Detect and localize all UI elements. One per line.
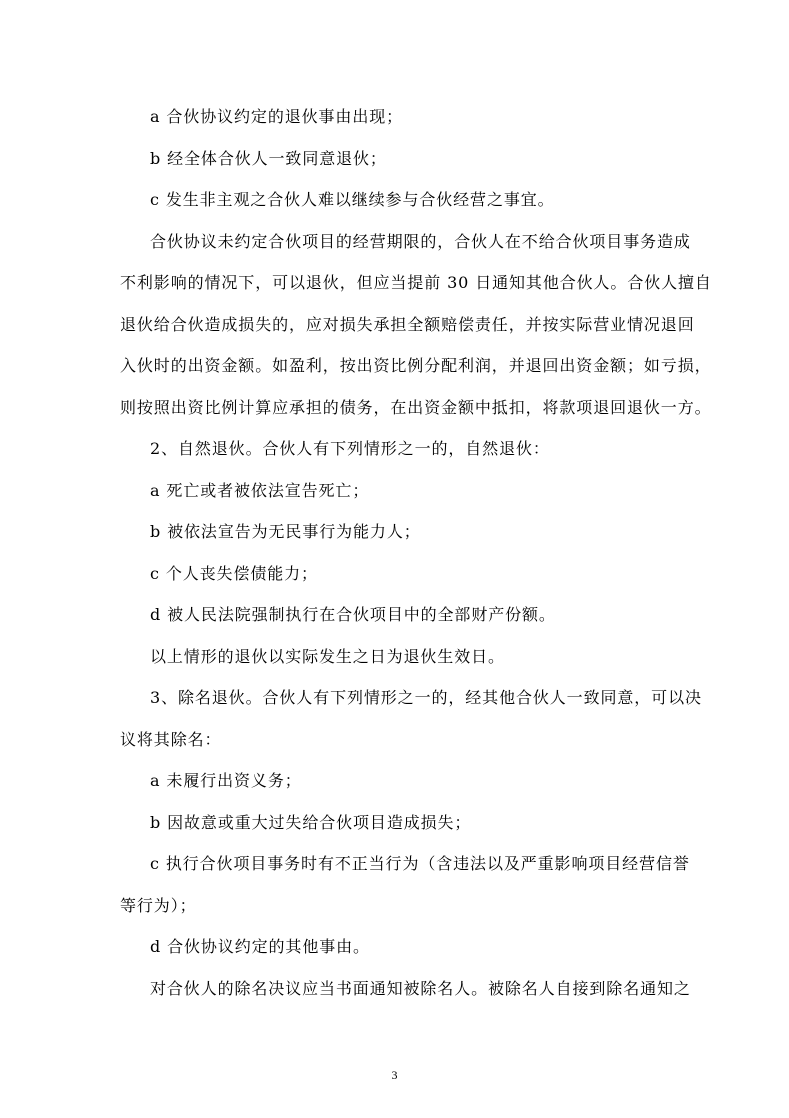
paragraph-line: d 被人民法院强制执行在合伙项目中的全部财产份额。 — [150, 605, 556, 624]
paragraph-line: 不利影响的情况下，可以退伙，但应当提前 30 日通知其他合伙人。合伙人擅自 — [120, 273, 712, 292]
paragraph-line: c 个人丧失偿债能力； — [150, 564, 318, 583]
paragraph-line: 入伙时的出资金额。如盈利，按出资比例分配利润，并退回出资金额；如亏损， — [120, 356, 712, 375]
section-heading: 3、除名退伙。合伙人有下列情形之一的，经其他合伙人一致同意，可以决 — [150, 688, 702, 707]
paragraph-line: a 死亡或者被依法宣告死亡； — [150, 481, 370, 500]
paragraph-line: d 合伙协议约定的其他事由。 — [150, 937, 370, 956]
paragraph-line: 合伙协议未约定合伙项目的经营期限的，合伙人在不给合伙项目事务造成 — [150, 232, 691, 251]
paragraph-line: c 执行合伙项目事务时有不正当行为（含违法以及严重影响项目经营信誉 — [150, 854, 690, 873]
paragraph-line: 等行为）； — [120, 896, 197, 915]
paragraph-line: 退伙给合伙造成损失的，应对损失承担全额赔偿责任，并按实际营业情况退回 — [120, 315, 695, 334]
paragraph-line: 对合伙人的除名决议应当书面通知被除名人。被除名人自接到除名通知之 — [150, 979, 691, 998]
paragraph-line: c 发生非主观之合伙人难以继续参与合伙经营之事宜。 — [150, 190, 555, 209]
paragraph-line: b 因故意或重大过失给合伙项目造成损失； — [150, 813, 472, 832]
paragraph-line: 以上情形的退伙以实际发生之日为退伙生效日。 — [150, 647, 505, 666]
paragraph-line: b 经全体合伙人一致同意退伙； — [150, 149, 387, 168]
paragraph-line: 则按照出资比例计算应承担的债务，在出资金额中抵扣，将款项退回退伙一方。 — [120, 398, 712, 417]
paragraph-line: b 被依法宣告为无民事行为能力人； — [150, 522, 421, 541]
paragraph-line: a 未履行出资义务； — [150, 771, 302, 790]
paragraph-line: 议将其除名： — [120, 730, 222, 749]
page-number: 3 — [391, 1068, 398, 1082]
section-heading: 2、自然退伙。合伙人有下列情形之一的，自然退伙： — [150, 439, 550, 458]
paragraph-line: a 合伙协议约定的退伙事由出现； — [150, 107, 404, 126]
